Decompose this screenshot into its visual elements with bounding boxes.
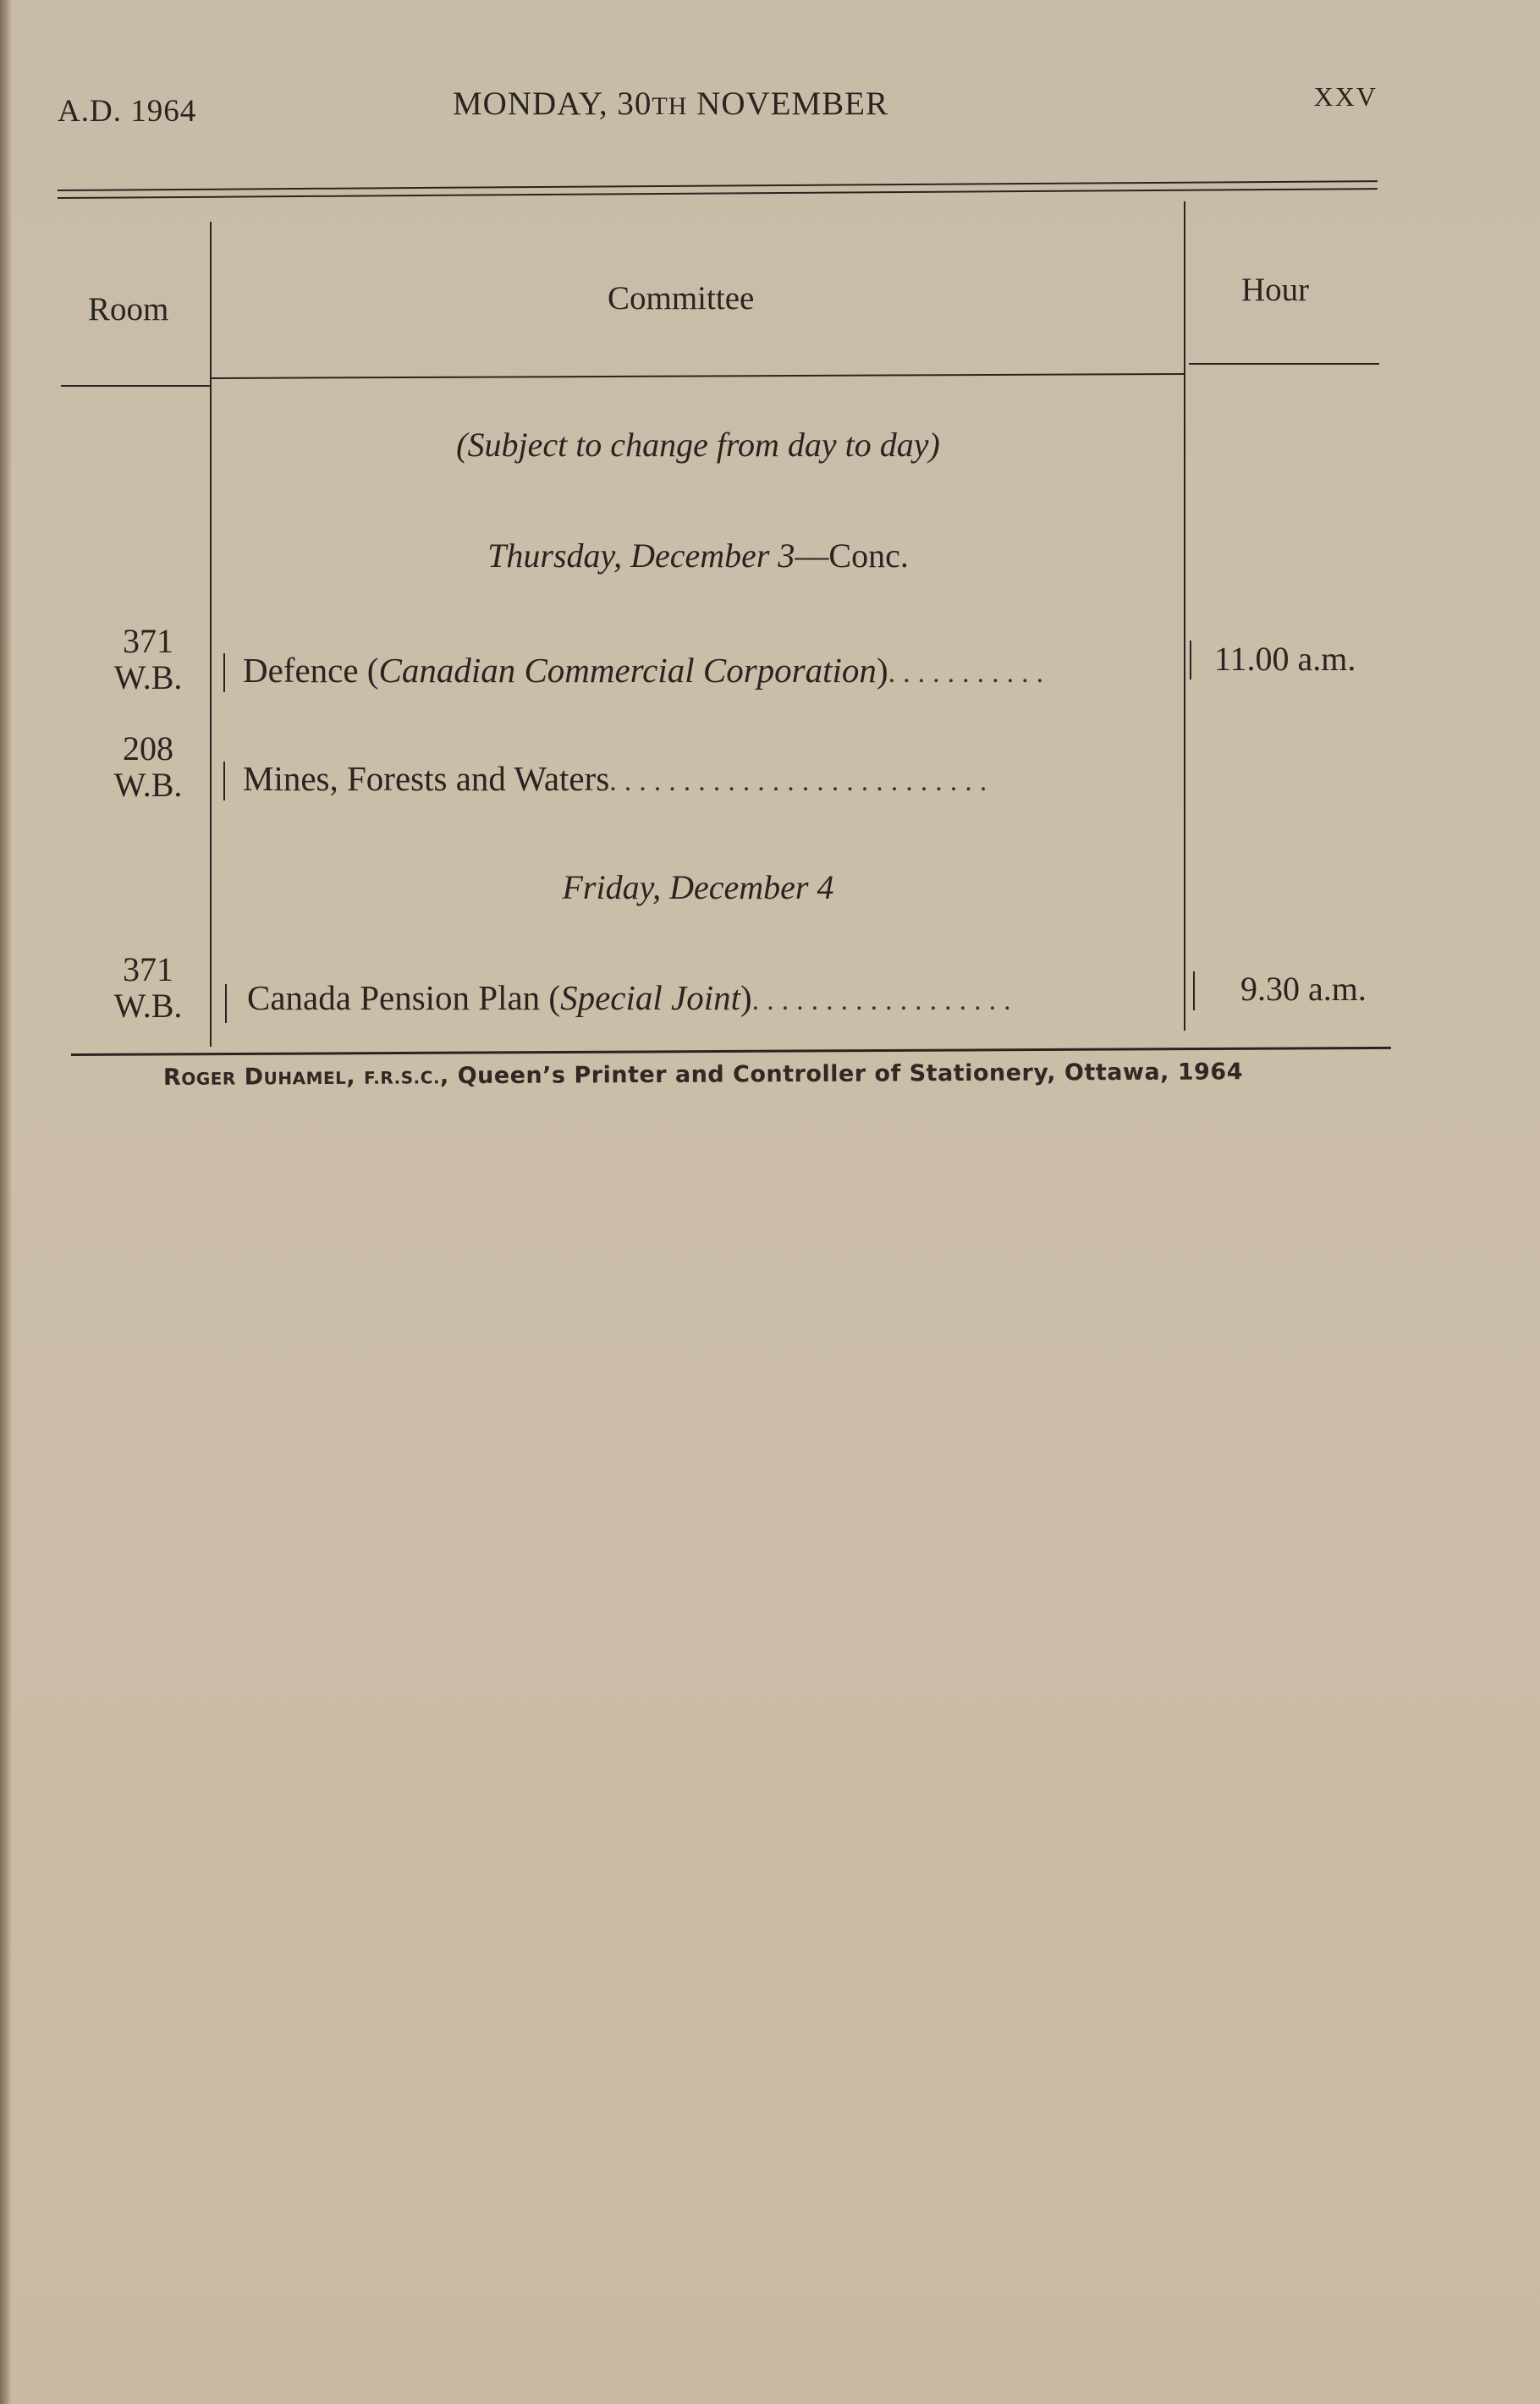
- day-heading-thursday-text: Thursday, December 3: [487, 536, 795, 575]
- hour-cell: 9.30 a.m.: [1240, 970, 1367, 1008]
- running-head-date-month: NOVEMBER: [687, 85, 888, 122]
- binding-edge: [0, 0, 12, 2404]
- hour-marker-rule: [1193, 971, 1195, 1010]
- room-building: W.B.: [113, 766, 183, 804]
- column-head-committee: Committee: [608, 280, 755, 316]
- room-head-rule: [61, 385, 210, 387]
- running-head: [58, 81, 1378, 135]
- hour-head-rule: [1189, 363, 1379, 365]
- imprint-last-rest: UHAMEL: [263, 1067, 347, 1089]
- room-building: W.B.: [113, 987, 183, 1025]
- room-number: 371: [123, 622, 173, 660]
- table-top-double-rule: [58, 180, 1378, 199]
- imprint-first-rest: OGER: [181, 1068, 236, 1089]
- imprint-last-initial: D: [244, 1064, 264, 1091]
- leader-dots: ...........: [888, 657, 1052, 689]
- committee-name-close: ): [740, 978, 752, 1017]
- committee-name: Defence (: [243, 651, 379, 690]
- leader-dots: ..........................: [609, 766, 995, 797]
- table-bottom-rule: [71, 1047, 1391, 1056]
- leader-dots: ..................: [751, 985, 1019, 1016]
- committee-entry: [243, 650, 1169, 690]
- committee-name: Canada Pension Plan (: [247, 978, 561, 1017]
- committee-entry: [247, 977, 1174, 1018]
- committee-name: Mines, Forests and Waters: [243, 759, 610, 798]
- entry-marker-rule: [223, 653, 225, 692]
- hour-marker-rule: [1190, 641, 1191, 679]
- day-heading-thursday: [212, 536, 1185, 575]
- hour-cell: 11.00 a.m.: [1214, 640, 1356, 678]
- committee-head-rule: [212, 373, 1185, 379]
- running-head-page-number: XXV: [1313, 81, 1378, 112]
- room-cell: [85, 951, 212, 1024]
- entry-marker-rule: [225, 984, 227, 1023]
- column-head-hour: Hour: [1241, 272, 1310, 308]
- subject-note: (Subject to change from day to day): [456, 426, 940, 464]
- running-head-date: [453, 85, 888, 123]
- column-head-room: Room: [88, 291, 169, 327]
- imprint-rest: Queen’s Printer and Controller of Stationery, Ottawa, 1964: [457, 1059, 1244, 1090]
- day-heading-friday-text: Friday, December 4: [562, 868, 834, 906]
- committee-entry: [243, 758, 1169, 799]
- entry-marker-rule: [223, 762, 225, 800]
- room-building: W.B.: [113, 658, 183, 696]
- room-cell: [85, 623, 212, 696]
- day-heading-thursday-suffix: —Conc.: [795, 536, 909, 575]
- printer-imprint: ROGER DUHAMEL, F.R.S.C., Queen’s Printer and Controller of Stationery, Ottawa, 1964: [162, 1059, 1244, 1091]
- day-heading-friday: [212, 867, 1185, 907]
- room-cell: [85, 730, 212, 803]
- running-head-date-ordinal: TH: [652, 92, 688, 120]
- running-head-year: A.D. 1964: [58, 94, 197, 129]
- imprint-honours: F.R.S.C.: [363, 1067, 441, 1088]
- imprint-first-initial: R: [162, 1064, 182, 1091]
- room-number: 208: [123, 729, 173, 767]
- committee-name-italic: Canadian Commercial Corporation: [378, 651, 877, 690]
- running-head-date-main: MONDAY, 30: [453, 85, 652, 122]
- room-number: 371: [123, 950, 173, 988]
- committee-name-italic: Special Joint: [560, 978, 741, 1017]
- committee-name-close: ): [876, 651, 888, 690]
